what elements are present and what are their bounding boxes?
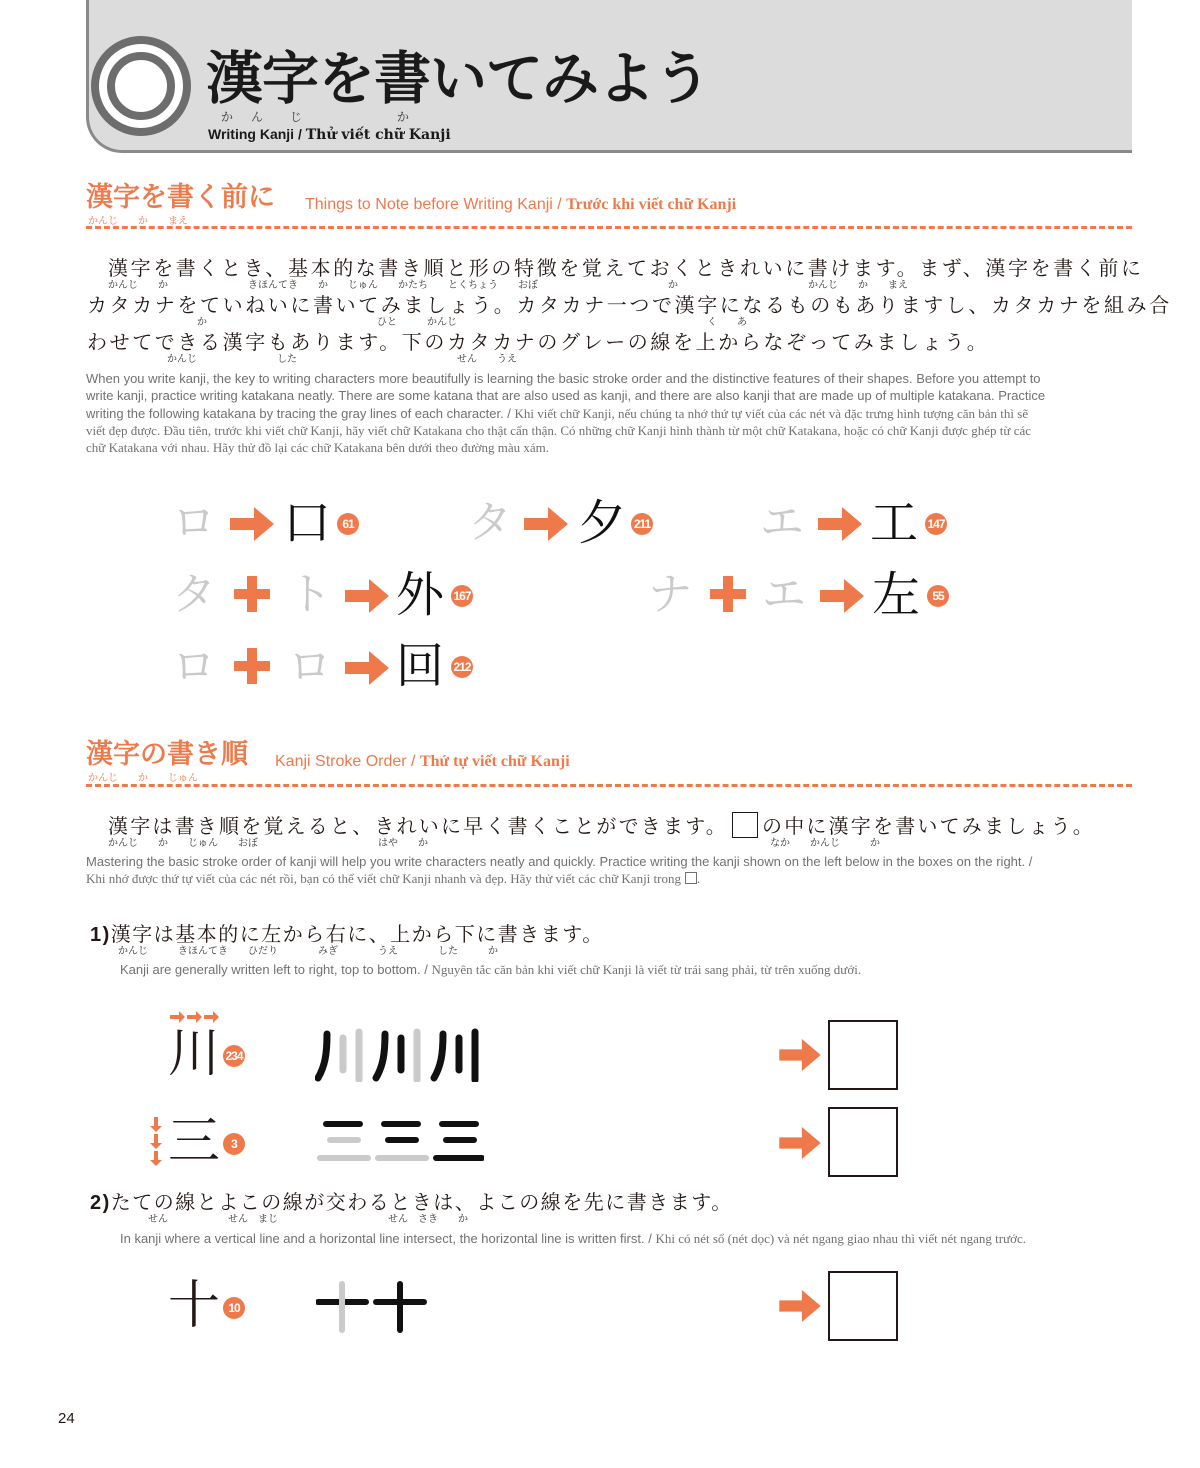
rule2-text: 2)たての線とよこの線が交わるときは、よこの線を先に書きます。 bbox=[90, 1190, 733, 1214]
kanji-result: 口 bbox=[283, 495, 332, 551]
section1-title-ruby: かんじ か まえ bbox=[88, 216, 188, 227]
example-kanji: 川 bbox=[168, 1024, 221, 1084]
kanji-number-badge: 55 bbox=[927, 585, 949, 607]
stroke-intro-ruby: かんじ か じゅん おぼ はや か bbox=[108, 838, 428, 849]
intro-ruby-line: かんじ した せん うえ bbox=[87, 354, 517, 365]
arrow-right-icon bbox=[345, 651, 389, 685]
rule2-translation: In kanji where a vertical line and a horizontal line intersect, the horizontal line is written first. / Khi có nét sổ (nét dọc) và nét ngang giao nhau thì viết nét ngang trước. bbox=[120, 1231, 1027, 1246]
section1-divider bbox=[86, 226, 1132, 229]
katakana-e: エ bbox=[760, 497, 804, 548]
example-kanji: 十 bbox=[168, 1276, 221, 1336]
kanji-result: 左 bbox=[872, 567, 921, 623]
stroke-order-juu bbox=[316, 1280, 428, 1334]
kanji-result: 回 bbox=[396, 638, 445, 694]
kanji-result: 外 bbox=[396, 567, 445, 623]
katakana-ta: タ bbox=[468, 497, 512, 548]
section1-title: 漢字を書く前に bbox=[86, 182, 275, 213]
example-kanji: 三 bbox=[168, 1112, 221, 1172]
kanji-number-badge: 61 bbox=[337, 513, 359, 535]
kanji-result: 夕 bbox=[578, 495, 627, 551]
katakana-ta: タ bbox=[172, 569, 216, 620]
arrow-right-icon bbox=[345, 579, 389, 613]
stroke-order-kawa bbox=[315, 1028, 481, 1082]
double-circle-icon bbox=[91, 36, 191, 136]
intro-jp-line: カタカナをていねいに書いてみましょう。カタカナ一つで漢字になるものもありますし、カタカナを組み合 bbox=[87, 293, 1172, 317]
arrow-right-icon bbox=[779, 1039, 821, 1071]
stroke-intro-ruby: なか かんじ か bbox=[770, 838, 880, 849]
arrow-right-icon bbox=[524, 507, 568, 541]
section2-subtitle: Kanji Stroke Order / Thứ tự viết chữ Kanji bbox=[275, 753, 570, 770]
kanji-number-badge: 234 bbox=[223, 1045, 245, 1067]
arrow-right-icon bbox=[230, 507, 274, 541]
page-number: 24 bbox=[58, 1410, 75, 1427]
rule2-ruby: せん せん まじ せん さき か bbox=[118, 1214, 468, 1225]
kanji-number-badge: 147 bbox=[925, 513, 947, 535]
title-ruby: ん bbox=[251, 110, 264, 124]
rule1-translation: Kanji are generally written left to right, top to bottom. / Nguyên tắc căn bản khi viết chữ Kanji là viết từ trái sang phải, từ trên xuống dưới. bbox=[120, 962, 862, 977]
direction-arrows-icon bbox=[170, 1010, 220, 1024]
plus-icon bbox=[234, 576, 270, 612]
intro-ruby-line: かんじ か きほんてき か じゅん かたち とくちょう おぼ か かんじ か まえ bbox=[108, 280, 908, 291]
section2-title-ruby: かんじ か じゅん bbox=[88, 773, 198, 784]
stroke-order-san bbox=[316, 1116, 484, 1166]
page-title: 漢字を書いてみよう bbox=[206, 46, 710, 112]
kanji-result: 工 bbox=[870, 495, 919, 551]
kanji-number-badge: 167 bbox=[451, 585, 473, 607]
title-ruby: か bbox=[221, 110, 234, 124]
direction-arrows-icon bbox=[149, 1117, 163, 1167]
practice-box-icon bbox=[732, 812, 758, 838]
kanji-number-badge: 3 bbox=[223, 1133, 245, 1155]
rule1-text: 1)漢字は基本的に左から右に、上から下に書きます。 bbox=[90, 922, 604, 946]
katakana-ro: ロ bbox=[172, 641, 216, 692]
intro-en-text: When you write kanji, the key to writing characters more beautifully is learning the basic stroke order and the distinctive features of their shapes. Before you attempt to write kanji, practice writing katakana neatly. There are some katana that are also used as kanji, and there are also kanji that are made up of multiple katakana. Practice writing the following katakana by tracing the gray lines of each character. / Khi viết chữ Kanji, nếu chúng ta nhớ thứ tự viết của các nét và đặc trưng hình tượng căn bản thì sẽ viết đẹp được. Đầu tiên, trước khi viết chữ Kanji, hãy viết chữ Katakana cho thật cẩn thận. Có những chữ Kanji hình thành từ một chữ Katakana, hoặc có chữ Kanji được ghép từ các chữ Katakana với nhau. Hãy thử đồ lại các chữ Katakana bên dưới theo đường màu xám. bbox=[86, 371, 1046, 456]
section2-title: 漢字の書き順 bbox=[86, 739, 248, 770]
arrow-right-icon bbox=[820, 579, 864, 613]
practice-box[interactable] bbox=[828, 1020, 898, 1090]
plus-icon bbox=[710, 576, 746, 612]
arrow-right-icon bbox=[779, 1127, 821, 1159]
intro-jp-line: わせてできる漢字もあります。下のカタカナのグレーの線を上からなぞってみましょう。 bbox=[87, 330, 990, 354]
arrow-right-icon bbox=[779, 1290, 821, 1322]
practice-box-icon bbox=[685, 872, 697, 884]
katakana-na: ナ bbox=[648, 569, 692, 620]
page-subtitle: Writing Kanji / Thử viết chữ Kanji bbox=[208, 126, 451, 143]
arrow-right-icon bbox=[818, 507, 862, 541]
katakana-ro: ロ bbox=[172, 497, 216, 548]
stroke-intro-en: Mastering the basic stroke order of kanji will help you write characters neatly and quickly. Practice writing the kanji shown on the left below in the boxes on the right. / Khi nhớ được thứ tự viết của các nét rồi, bạn có thể viết chữ Kanji nhanh và đẹp. Hãy thử viết các chữ Kanji trong . bbox=[86, 854, 1033, 887]
intro-jp-line: 漢字を書くとき、基本的な書き順と形の特徴を覚えておくときれいに書けます。まず、漢字を書く前に bbox=[108, 256, 1144, 280]
practice-box[interactable] bbox=[828, 1271, 898, 1341]
katakana-ro: ロ bbox=[288, 641, 332, 692]
kanji-number-badge: 212 bbox=[451, 656, 473, 678]
title-ruby: じ bbox=[290, 110, 303, 124]
section2-divider bbox=[86, 784, 1132, 787]
intro-ruby-line: か ひと かんじ く あ bbox=[87, 317, 747, 328]
kanji-number-badge: 10 bbox=[223, 1297, 245, 1319]
katakana-e: エ bbox=[762, 569, 806, 620]
stroke-intro-jp: 漢字は書き順を覚えると、きれいに早く書くことができます。 の中に漢字を書いてみましょう。 bbox=[108, 814, 1095, 838]
practice-box[interactable] bbox=[828, 1107, 898, 1177]
katakana-to: ト bbox=[288, 569, 332, 620]
title-ruby: か bbox=[397, 110, 410, 124]
rule1-ruby: かんじ きほんてき ひだり みぎ うえ した か bbox=[118, 946, 498, 957]
section1-subtitle: Things to Note before Writing Kanji / Trước khi viết chữ Kanji bbox=[305, 196, 737, 213]
plus-icon bbox=[234, 648, 270, 684]
kanji-number-badge: 211 bbox=[631, 513, 653, 535]
